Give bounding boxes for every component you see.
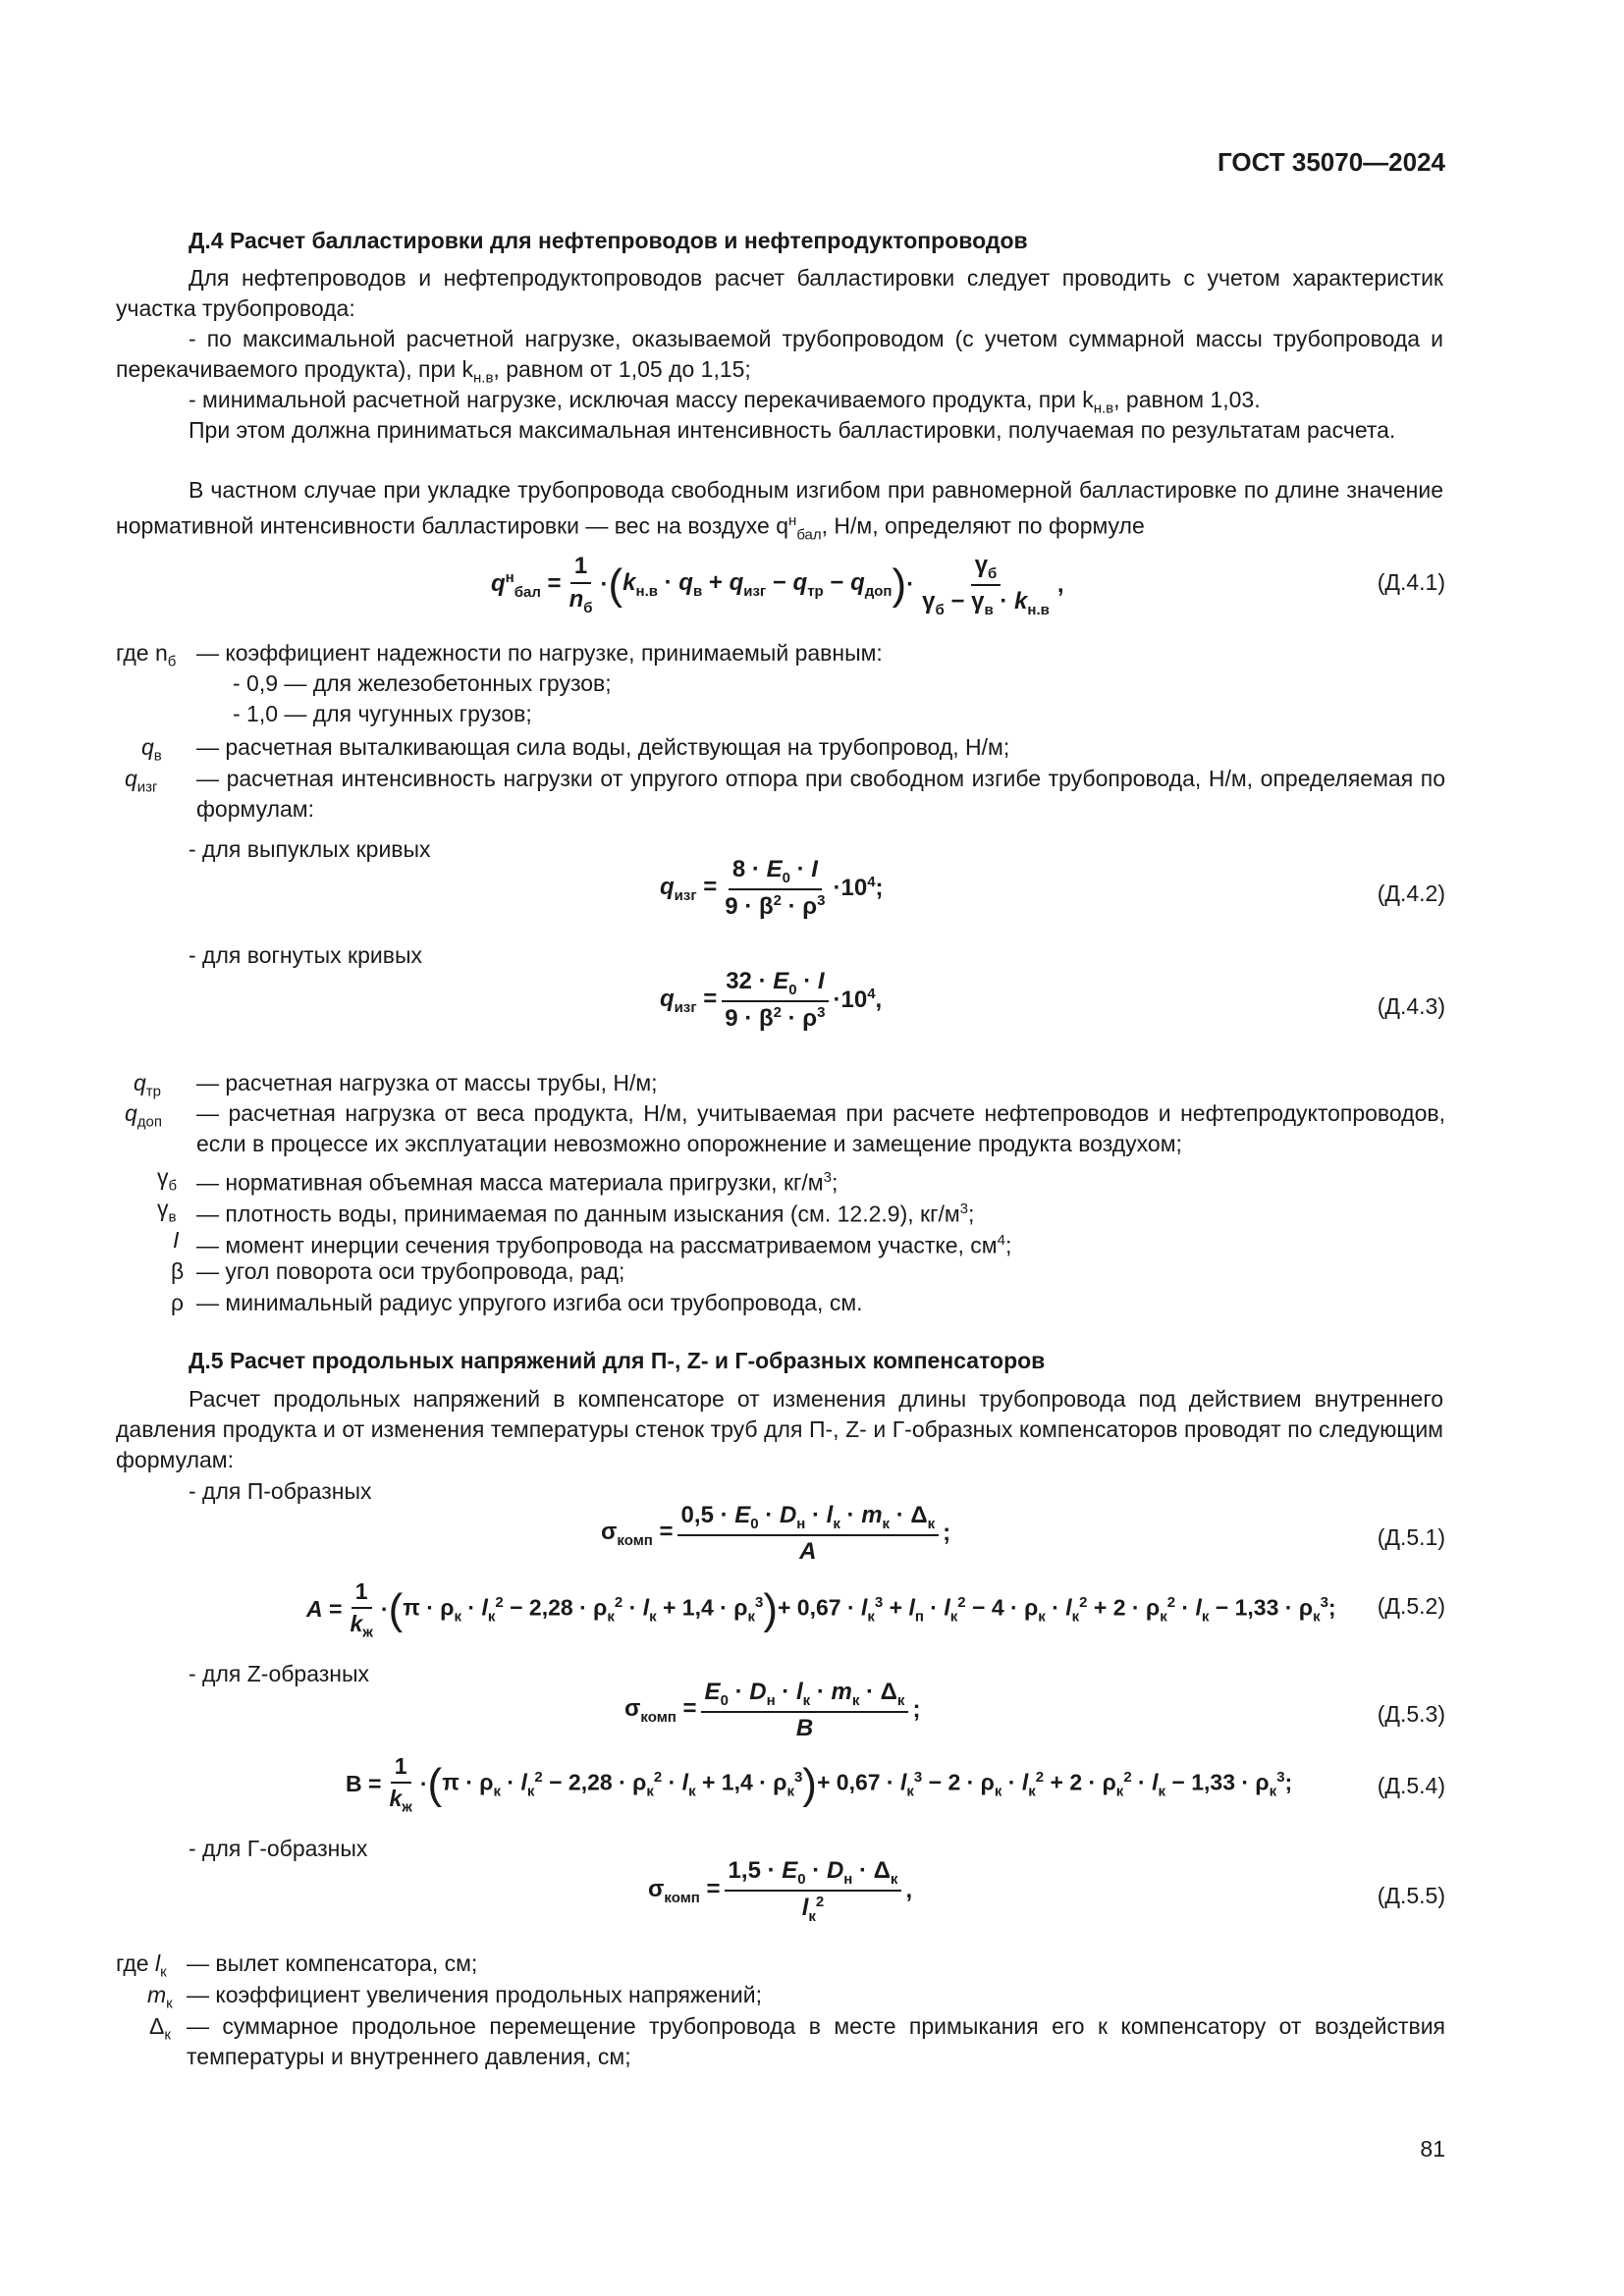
label-g-type: - для Г-образных bbox=[189, 1836, 368, 1861]
label-z-type: - для Z-образных bbox=[189, 1661, 370, 1686]
symbol-rho: ρ bbox=[171, 1290, 185, 1315]
formula-d55: $\sigma_{комп}$ = $1,5 \cdot E_0 \cdot D_н \cdot \Delta_к$ $l_к^2$ , bbox=[648, 1857, 913, 1925]
where-I: — момент инерции сечения трубопровода на рассматриваемом участке, $см^4$; bbox=[196, 1232, 1012, 1258]
paragraph-d4-intro: Для нефтепроводов и нефтепродуктопроводов расчет балластировки следует проводить с учетом характеристик участка трубопровода: bbox=[116, 265, 1443, 321]
bullet-max-load: - по максимальной расчетной нагрузке, оказываемой трубопроводом (с учетом суммарной массы трубопровода и перекачиваемого продукта), при $k_{н.в}$, равном от 1,05 до 1,15; bbox=[116, 326, 1443, 387]
formula-d53: $\sigma_{комп}$ = $E_0 \cdot D_н \cdot l_к \cdot m_к \cdot \Delta_к$ B ; bbox=[624, 1679, 921, 1741]
bullet-min-load: - минимальной расчетной нагрузке, исключая массу перекачиваемого продукта, при $k_{н.в}$, равном 1,03. bbox=[189, 387, 1261, 417]
formula-d52: A = 1 $k_ж$ · ( $\pi \cdot \rho_к \cdot l_к^2 - 2,28 \cdot \rho_к^2 \cdot l_к + 1,4 \cdot \rho_к^3$ ) + $0,67 \cdot l_к^3 + l_п \cdot l_к^2 - 4 \cdot \rho_к \cdot l_к^2 + 2 \cdot \rho_к^2 \cdot l_к - 1,33 \cdot \rho_к^3$; bbox=[306, 1578, 1336, 1641]
page-number: 81 bbox=[1420, 2136, 1445, 2162]
formula-d51: $\sigma_{комп}$ = $0,5 \cdot E_0 \cdot D_н \cdot l_к \cdot m_к \cdot \Delta_к$ A ; bbox=[601, 1502, 951, 1565]
where-n-text: — коэффициент надежности по нагрузке, принимаемый равным: bbox=[196, 640, 883, 666]
symbol-qtr: $q_{тр}$ bbox=[134, 1070, 162, 1100]
equation-number-d41: (Д.4.1) bbox=[1377, 569, 1445, 595]
equation-number-d42: (Д.4.2) bbox=[1377, 881, 1445, 906]
document-header: ГОСТ 35070—2024 bbox=[1218, 147, 1445, 177]
symbol-qdop: $q_{доп}$ bbox=[125, 1100, 163, 1131]
where-qtr: — расчетная нагрузка от массы трубы, Н/м; bbox=[196, 1070, 658, 1095]
where-n-option-b: - 1,0 — для чугунных грузов; bbox=[233, 701, 532, 726]
symbol-delta-k: $\Delta_к$ bbox=[149, 2013, 171, 2044]
equation-number-d43: (Д.4.3) bbox=[1377, 993, 1445, 1019]
where-qdop: — расчетная нагрузка от веса продукта, Н/м, учитываемая при расчете нефтепроводов и нефтепродуктопроводов, если в процессе их эксплуатации невозможно опорожнение и замещение продукта воздухом; bbox=[196, 1100, 1445, 1156]
section-title-d5: Д.5 Расчет продольных напряжений для П-, Z- и Г-образных компенсаторов bbox=[189, 1348, 1046, 1373]
equation-number-d53: (Д.5.3) bbox=[1377, 1701, 1445, 1727]
equation-number-d55: (Д.5.5) bbox=[1377, 1883, 1445, 1908]
label-p-type: - для П-образных bbox=[189, 1478, 372, 1504]
where-qizg: — расчетная интенсивность нагрузки от упругого отпора при свободном изгибе трубопровода, Н/м, определяемая по формулам: bbox=[196, 766, 1445, 822]
label-concave: - для вогнутых кривых bbox=[189, 942, 422, 968]
where-delta-k: — суммарное продольное перемещение трубопровода в месте примыкания его к компенсатору от воздействия температуры и внутреннего давления, см; bbox=[187, 2013, 1445, 2069]
section-title-d4: Д.4 Расчет балластировки для нефтепроводов и нефтепродуктопроводов bbox=[189, 228, 1028, 253]
symbol-I: I bbox=[173, 1227, 180, 1253]
formula-d43: $q_{изг}$ = $\frac{32 \cdot E_0 \cdot I}{9 \cdot \beta^2 \cdot \rho^3}$ $\cdot 10^4$, bbox=[660, 968, 883, 1032]
where-mk: — коэффициент увеличения продольных напряжений; bbox=[187, 1982, 762, 2007]
where-n-option-a: - 0,9 — для железобетонных грузов; bbox=[233, 670, 612, 696]
symbol-gamma-v: $\gamma_в$ bbox=[157, 1196, 177, 1226]
equation-number-d52: (Д.5.2) bbox=[1377, 1593, 1445, 1619]
where-rho: — минимальный радиус упругого изгиба оси трубопровода, см. bbox=[196, 1290, 863, 1315]
where-lk-label: где $l_к$ bbox=[116, 1950, 167, 1981]
label-convex: - для выпуклых кривых bbox=[189, 836, 431, 862]
where-n-label: где $n_б$ bbox=[116, 640, 177, 670]
formula-d54: В = 1 $k_ж$ · ( $\pi \cdot \rho_к \cdot l_к^2 - 2,28 \cdot \rho_к^2 \cdot l_к + 1,4 \cdot \rho_к^3$ ) + $0,67 \cdot l_к^3 - 2 \cdot \rho_к \cdot l_к^2 + 2 \cdot \rho_к^2 \cdot l_к - 1,33 \cdot \rho_к^3$; bbox=[346, 1753, 1293, 1816]
where-beta: — угол поворота оси трубопровода, рад; bbox=[196, 1258, 625, 1284]
formula-d42: $q_{изг}$ = $\frac{8 \cdot E_0 \cdot I}{9 \cdot \beta^2 \cdot \rho^3}$ $\cdot 10^4$; bbox=[660, 856, 884, 920]
paragraph-d5-intro: Расчет продольных напряжений в компенсаторе от изменения длины трубопровода под действием внутреннего давления продукта и от изменения температуры стенок труб для П-, Z- и Г-образных компенсаторов проводят по следующим формулам: bbox=[116, 1386, 1443, 1472]
where-lk: — вылет компенсатора, см; bbox=[187, 1950, 478, 1976]
where-qv: — расчетная выталкивающая сила воды, действующая на трубопровод, Н/м; bbox=[196, 734, 1010, 760]
symbol-qizg: $q_{изг}$ bbox=[125, 766, 158, 796]
equation-number-d51: (Д.5.1) bbox=[1377, 1524, 1445, 1550]
where-gamma-v: — плотность воды, принимаемая по данным изыскания (см. 12.2.9), $кг/м^3$; bbox=[196, 1201, 975, 1227]
paragraph-special-case: В частном случае при укладке трубопровода свободным изгибом при равномерной балластировке по длине значение нормативной интенсивности балластировки — вес на воздухе $q^н_{бал}$, Н/м, определяют по формуле bbox=[116, 477, 1443, 544]
formula-d41: $q^н_{бал}$ = 1 $n_б$ · ( $k_{н.в} \cdot q_в + q_{изг} - q_{тр} - q_{доп}$ ) · $\gamma_б$ $\gamma_б - \gamma_в \cdot k_{н.в}$ , bbox=[491, 552, 1064, 618]
symbol-gamma-b: $\gamma_б$ bbox=[157, 1164, 178, 1195]
where-gamma-b: — нормативная объемная масса материала пригрузки, $кг/м^3$; bbox=[196, 1169, 839, 1196]
symbol-mk: $m_к$ bbox=[147, 1982, 173, 2012]
symbol-qv: $q_в$ bbox=[141, 734, 162, 765]
equation-number-d54: (Д.5.4) bbox=[1377, 1773, 1445, 1798]
paragraph-max-intensity: При этом должна приниматься максимальная интенсивность балластировки, получаемая по результатам расчета. bbox=[189, 417, 1396, 443]
symbol-beta: β bbox=[171, 1258, 185, 1284]
